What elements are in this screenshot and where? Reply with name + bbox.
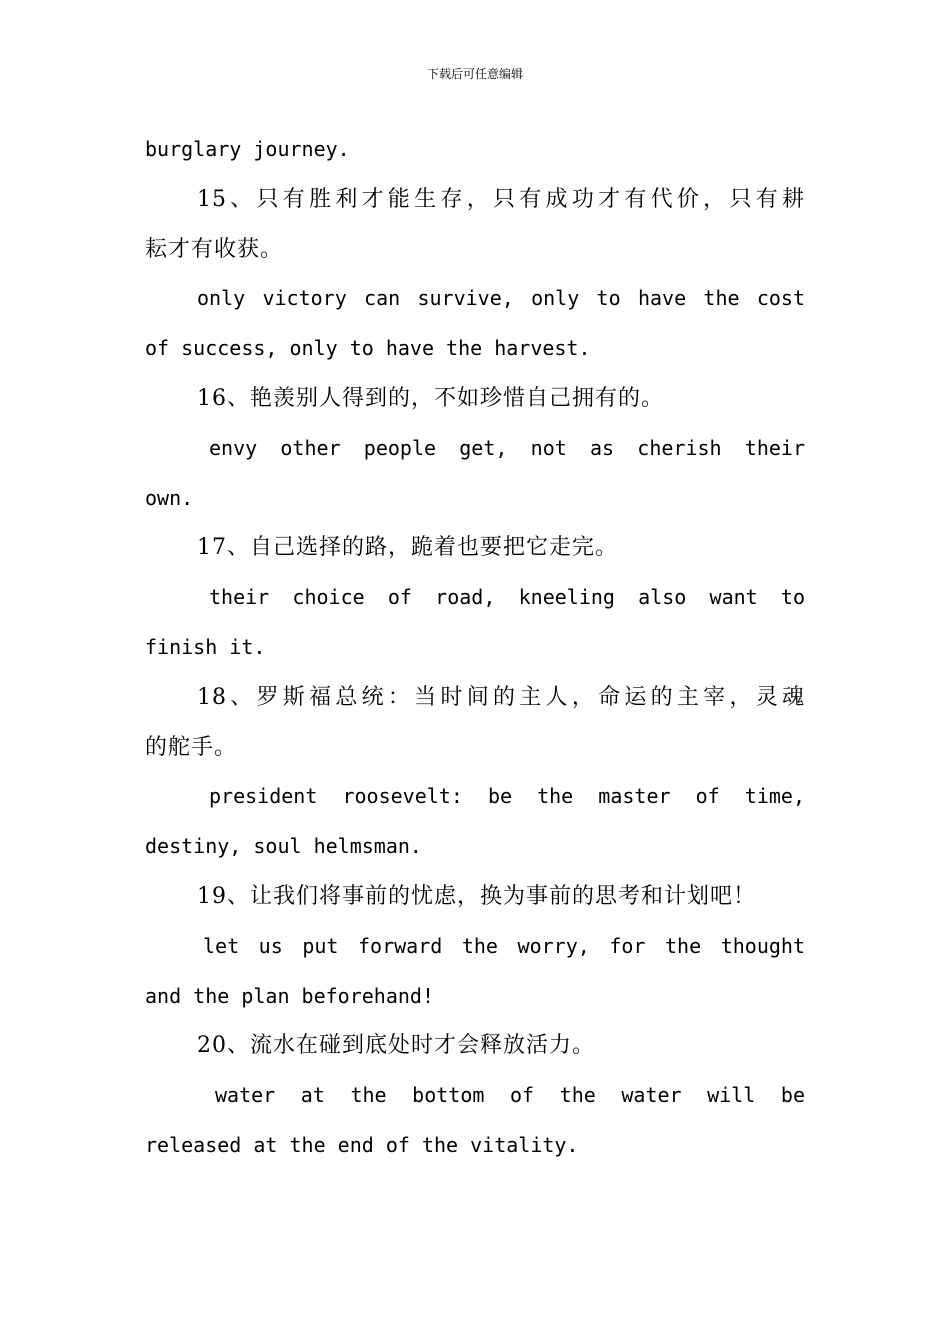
text-line: 18、罗斯福总统：当时间的主人，命运的主宰，灵魂 xyxy=(197,684,805,710)
text-line: destiny, soul helmsman. xyxy=(145,834,422,859)
text-line: own. xyxy=(145,485,194,510)
text-line: only victory can survive, only to have the cost xyxy=(197,286,805,311)
text-line: president roosevelt: be the master of time, xyxy=(209,784,805,809)
page-header: 下载后可任意编辑 xyxy=(426,67,523,81)
text-line: 20、流水在碰到底处时才会释放活力。 xyxy=(197,1033,595,1059)
text-line: of success, only to have the harvest. xyxy=(145,336,591,361)
text-line: water at the bottom of the water will be xyxy=(215,1083,805,1108)
text-line: 15、只有胜利才能生存，只有成功才有代价，只有耕 xyxy=(197,186,805,212)
text-line: released at the end of the vitality. xyxy=(145,1132,579,1157)
text-line: let us put forward the worry, for the thought xyxy=(203,933,805,958)
document-body xyxy=(145,125,805,1171)
text-line: and the plan beforehand! xyxy=(145,983,434,1008)
text-line: envy other people get, not as cherish their xyxy=(209,435,805,460)
text-line: burglary journey. xyxy=(145,137,350,161)
text-line: 19、让我们将事前的忧虑，换为事前的思考和计划吧！ xyxy=(197,883,756,909)
text-line: 17、自己选择的路，跪着也要把它走完。 xyxy=(197,535,618,561)
text-line: finish it. xyxy=(145,634,266,659)
text-line: their choice of road, kneeling also want to xyxy=(209,585,805,610)
text-line: 16、艳羡别人得到的，不如珍惜自己拥有的。 xyxy=(197,385,664,411)
text-line: 的舵手。 xyxy=(145,734,238,760)
text-line: 耘才有收获。 xyxy=(145,236,284,262)
